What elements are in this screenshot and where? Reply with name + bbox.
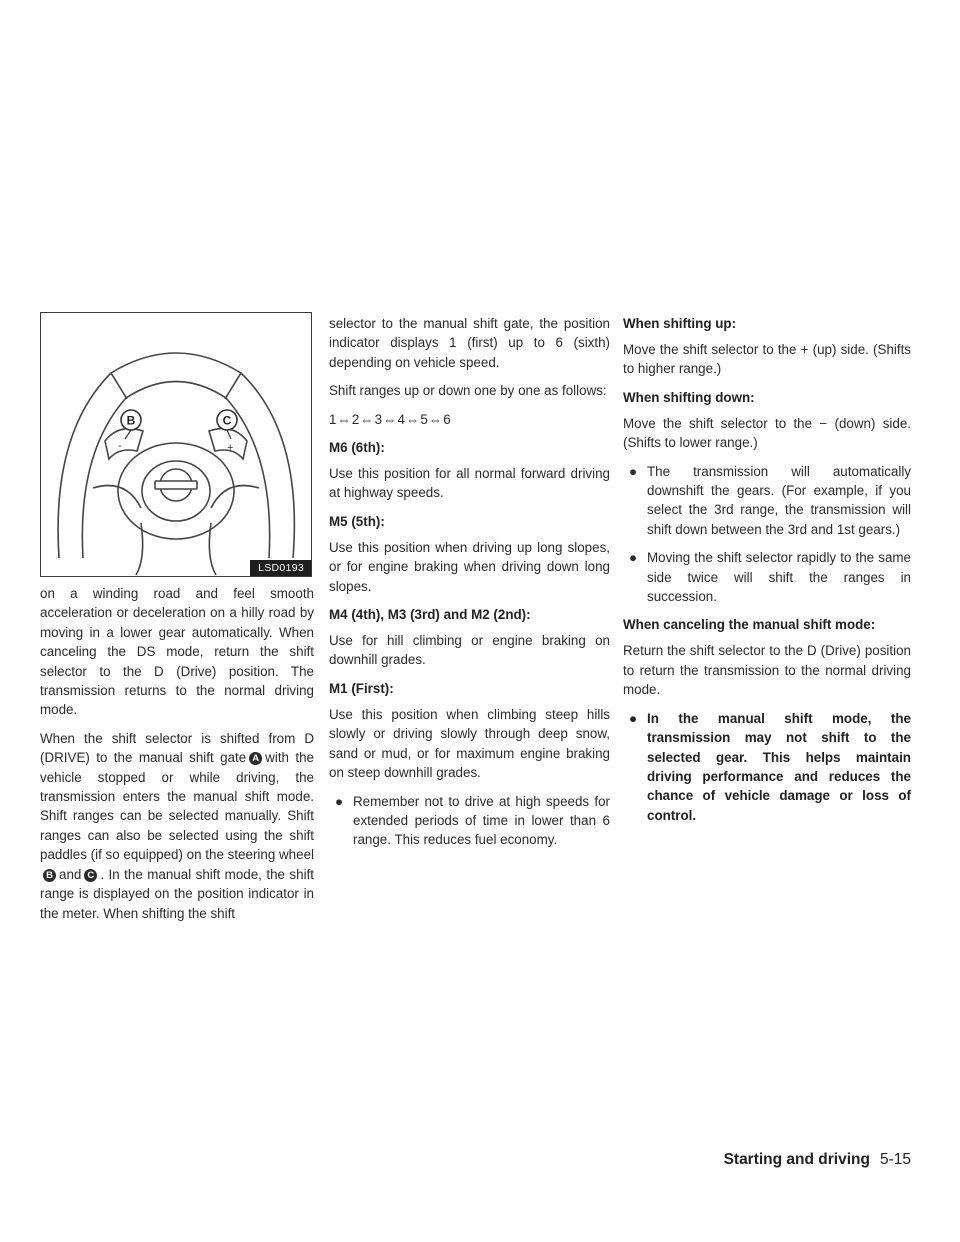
paragraph-shifting-up: Move the shift selector to the + (up) side. (Shifts to higher range.) [623,342,911,377]
column-2 [329,314,610,859]
bullet-icon: ● [335,793,344,809]
callout-b: B [126,413,136,428]
marker-b: B [43,869,56,882]
svg-text:-: - [118,440,122,452]
figure-label: LSD0193 [250,560,311,576]
paragraph-m1: Use this position when climbing steep hills slowly or driving slowly through deep snow, sand or mud, or for maximum engine braking on steep downhill grades. [329,706,610,781]
column-1 [40,584,314,932]
heading-m6: M6 (6th): [329,440,385,456]
bullet-manual-warning: ● In the manual shift mode, the transmission may not shift to the selected gear. This helps maintain driving performance and reduces the chance of vehicle damage or loss of control. [629,710,911,823]
paragraph-shift-ranges: Shift ranges up or down one by one as follows: [329,383,607,399]
heading-shifting-down: When shifting down: [623,389,755,405]
column-3 [623,314,911,834]
wheel-hub [118,443,234,539]
bullet-auto-downshift: ● The transmission will automatically downshift the gears. (For example, if you select the 3rd range, the transmission will shift down between the 3rd and 1st gears.) [629,463,911,537]
paragraph-position-indicator: selector to the manual shift gate, the position indicator displays 1 (first) up to 6 (sixth) depending on vehicle speed. [329,316,610,370]
heading-shifting-up: When shifting up: [623,316,737,331]
steering-wheel-figure [40,312,312,577]
paragraph-shifting-down: Move the shift selector to the − (down) side. (Shifts to lower range.) [623,415,911,451]
heading-m5: M5 (5th): [329,513,385,529]
bullet-icon: ● [629,550,638,566]
callout-c: C [222,413,232,428]
footer-section: Starting and driving [723,1151,870,1168]
steering-wheel-illustration [41,313,311,576]
heading-m4-m3-m2: M4 (4th), M3 (3rd) and M2 (2nd): [329,607,531,623]
paragraph-m4-m3-m2: Use for hill climbing or engine braking on downhill grades. [329,633,610,668]
paragraph-canceling-manual: Return the shift selector to the D (Drive) position to return the transmission to the normal driving mode. [623,643,911,698]
shift-sequence: 1⇔2⇔3⇔4⇔5⇔6 [329,411,452,427]
bullet-icon: ● [629,463,638,479]
bullet-fuel-economy: ● Remember not to drive at high speeds for extended periods of time in lower than 6 range. This reduces fuel economy. [335,793,610,848]
paragraph-m5: Use this position when driving up long slopes, or for engine braking when driving down long slopes. [329,539,610,594]
page-footer [724,1151,911,1169]
paragraph-m6: Use this position for all normal forward driving at highway speeds. [329,466,610,501]
marker-c: C [84,869,97,882]
marker-a: A [249,752,262,765]
paragraph-ds-mode: on a winding road and feel smooth acceleration or deceleration on a hilly road by moving in a lower gear automatically. When canceling the DS mode, return the shift selector to the D (Drive) position. The transmission returns to the normal driving mode. [40,586,314,718]
paragraph-manual-shift: When the shift selector is shifted from D (DRIVE) to the manual shift gate A with the vehicle stopped or while driving, the transmission enters the manual shift mode. Shift ranges can be selected manually. Shift ranges can also be selected using the shift paddles (if so equipped) on the steering wheelB and C . In the manual shift mode, the shift range is displayed on the position indicator in the meter. When shifting the shift [40,730,314,921]
page-number: 5-15 [879,1151,911,1168]
svg-text:+: + [227,442,234,454]
heading-m1: M1 (First): [329,680,394,696]
bullet-rapid-shift: ● Moving the shift selector rapidly to the same side twice will shift the ranges in succession. [629,550,911,605]
bullet-icon: ● [629,710,638,726]
heading-canceling-manual: When canceling the manual shift mode: [623,617,876,633]
